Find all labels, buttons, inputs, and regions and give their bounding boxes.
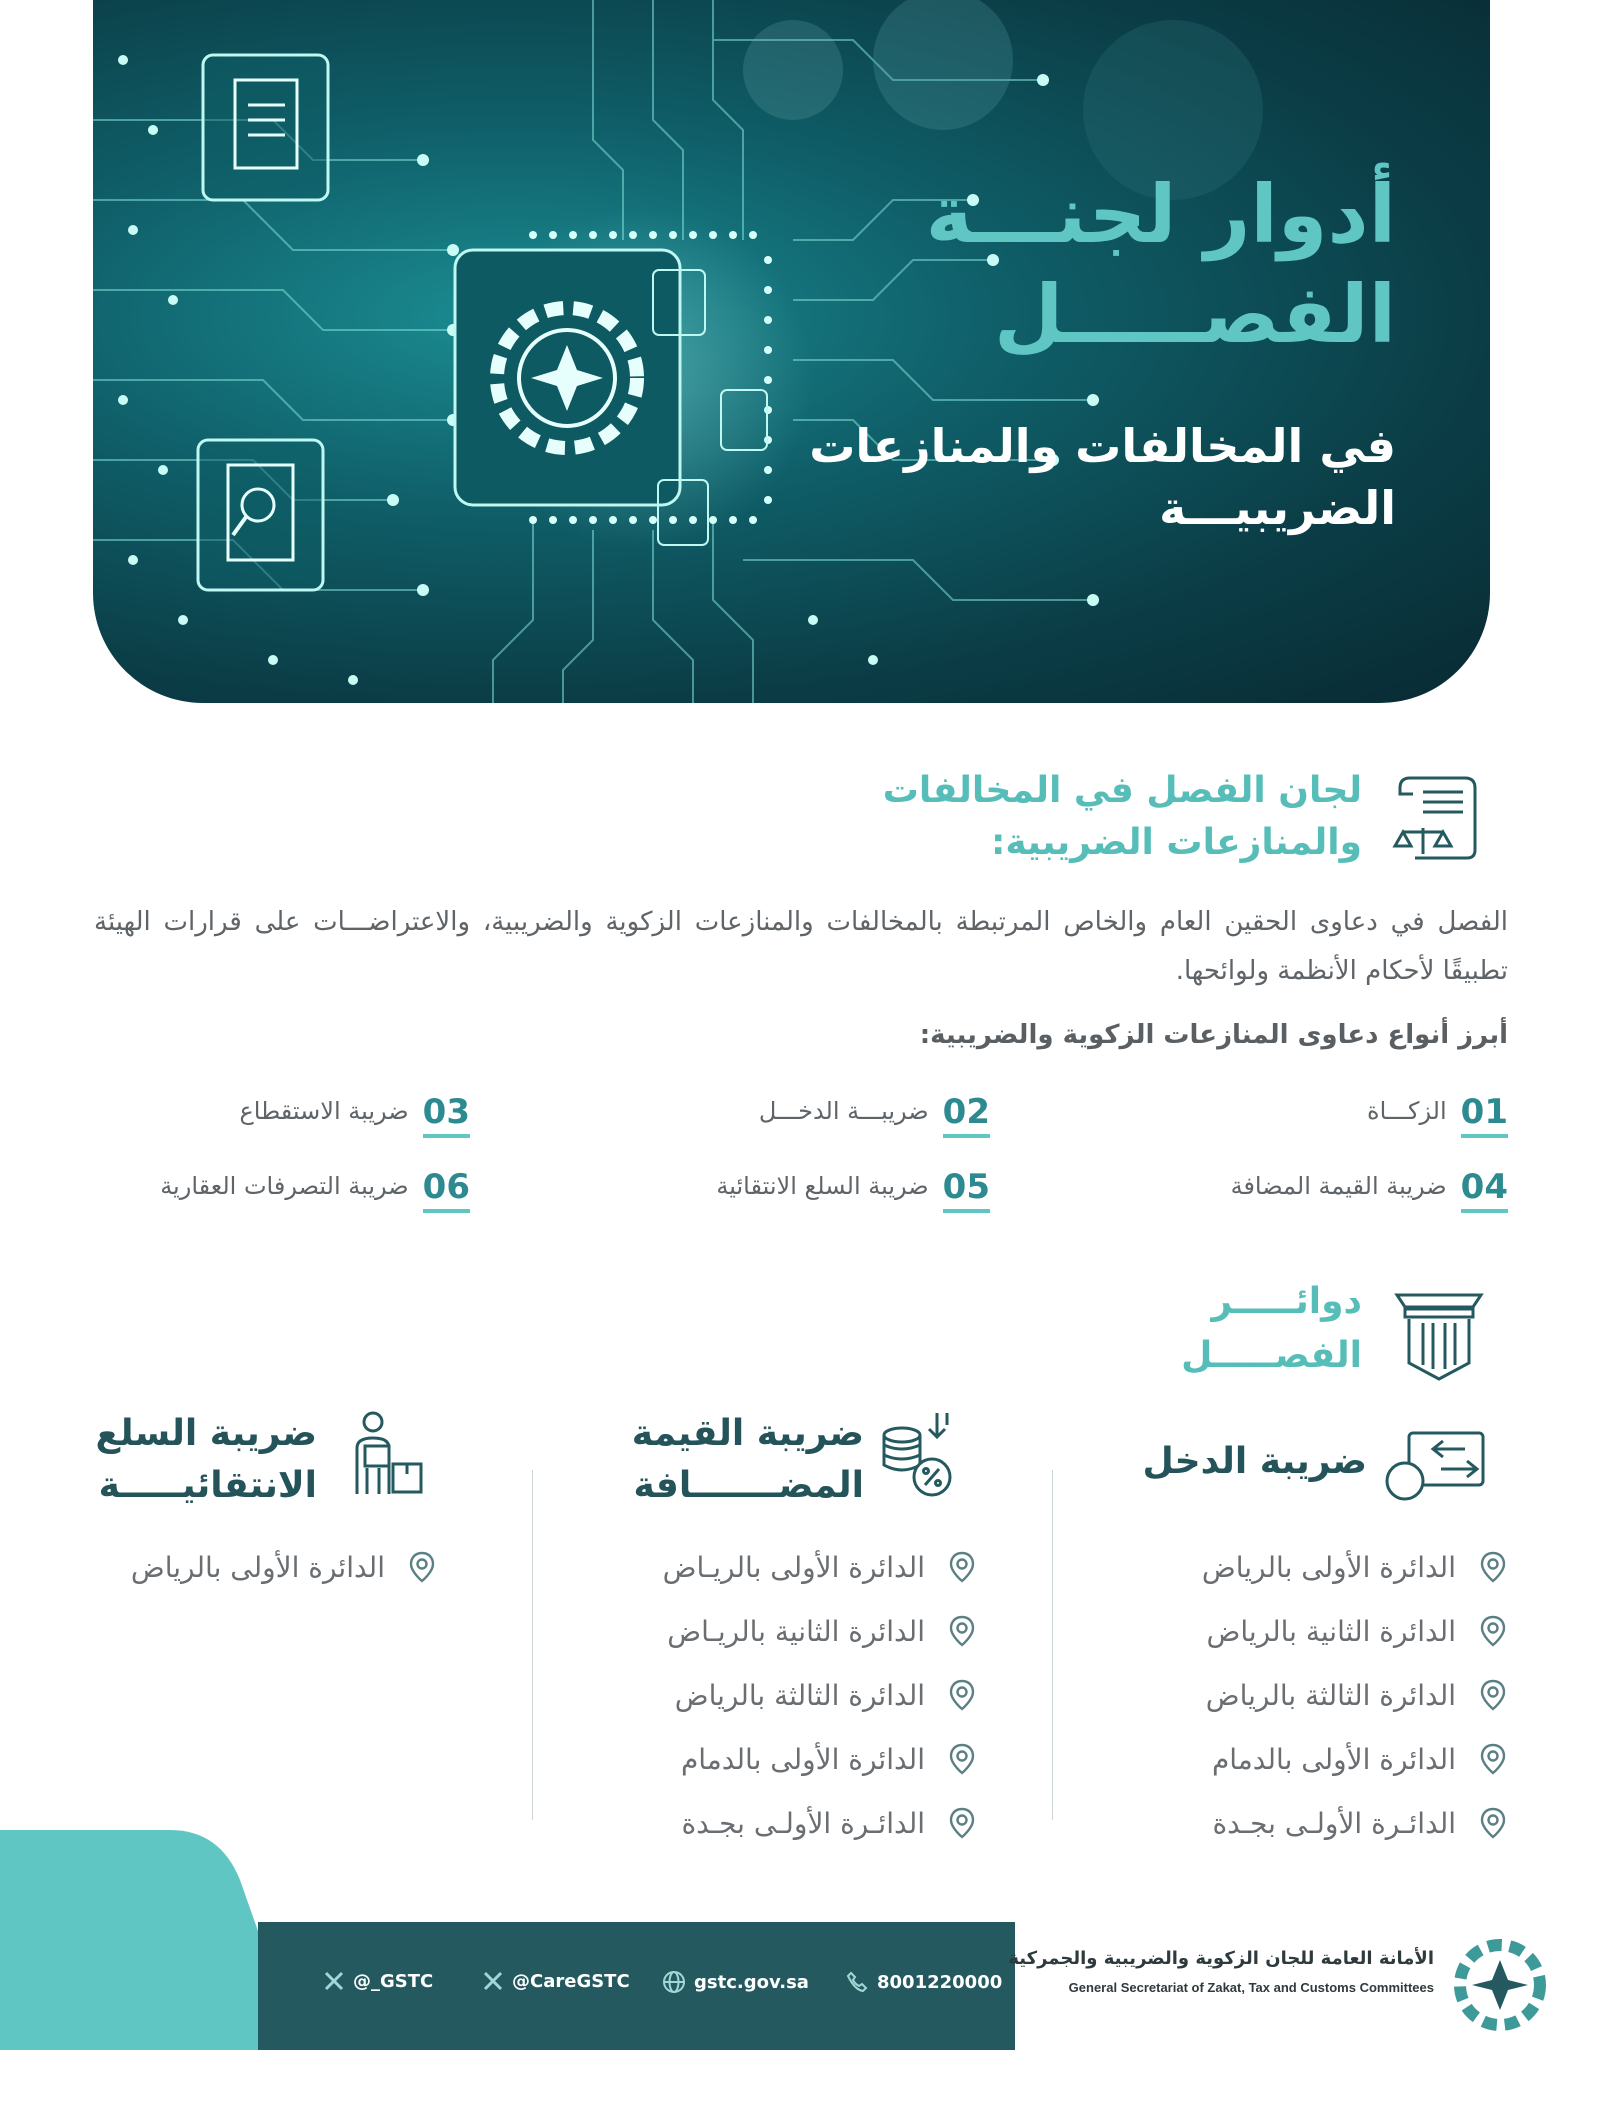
section2-title-line1: دوائـــــر bbox=[1211, 1281, 1362, 1322]
hero-title-line1: أدوار لجنـــة bbox=[925, 168, 1396, 261]
circuit-name: الدائرة الأولى بالرياض bbox=[130, 1550, 385, 1584]
column-title-line: المضـــــــافة bbox=[633, 1465, 864, 1506]
types-heading: أبرز أنواع دعاوى المنازعات الزكوية والضريبية: bbox=[919, 1020, 1508, 1050]
globe-icon bbox=[662, 1970, 686, 1994]
section2-title-line2: الفصـــــل bbox=[1181, 1335, 1362, 1376]
location-pin-icon bbox=[407, 1550, 437, 1584]
location-pin-icon bbox=[947, 1550, 977, 1584]
location-pin-icon bbox=[947, 1806, 977, 1840]
type-item bbox=[1231, 1167, 1508, 1213]
circuit-name: الدائرة الأولى بالدمام bbox=[1211, 1742, 1456, 1776]
location-pin-icon bbox=[1478, 1678, 1508, 1712]
location-pin-icon bbox=[1478, 1550, 1508, 1584]
gstc-logo bbox=[1450, 1935, 1550, 2035]
circuit-name: الدائـرة الأولـى بجـدة bbox=[681, 1806, 925, 1840]
contact-text: @_GSTC bbox=[353, 1970, 434, 1992]
type-number: 01 bbox=[1461, 1092, 1508, 1138]
x-icon bbox=[482, 1970, 504, 1992]
location-pin-icon bbox=[1478, 1742, 1508, 1776]
hero-title-line2: الفصـــــل bbox=[994, 268, 1396, 361]
type-number: 06 bbox=[423, 1167, 470, 1213]
circuit-name: الدائرة الثالثة بالرياض bbox=[674, 1678, 925, 1712]
column-divider bbox=[532, 1470, 533, 1820]
type-item bbox=[1367, 1092, 1508, 1138]
x-icon bbox=[323, 1970, 345, 1992]
org-name-arabic: الأمانة العامة للجان الزكوية والضريبية والجمركية bbox=[1008, 1948, 1434, 1969]
org-name-english: General Secretariat of Zakat, Tax and Customs Committees bbox=[1068, 1980, 1434, 1995]
type-item bbox=[759, 1092, 990, 1138]
income-tax-circuits-list bbox=[1202, 1535, 1508, 1855]
column-title-line: ضريبة الدخل bbox=[1142, 1441, 1367, 1482]
list-item bbox=[1202, 1791, 1508, 1855]
list-item bbox=[1202, 1535, 1508, 1599]
column-title-excise bbox=[95, 1408, 317, 1512]
list-item bbox=[1202, 1663, 1508, 1727]
circuit-name: الدائرة الثالثة بالرياض bbox=[1205, 1678, 1456, 1712]
type-number: 05 bbox=[943, 1167, 990, 1213]
type-label: ضريبـــة الدخـــل bbox=[758, 1097, 929, 1125]
phone-icon bbox=[845, 1970, 869, 1994]
section1-title-line2: والمنازعات الضريبية: bbox=[991, 822, 1362, 863]
circuit-name: الدائرة الثانية بالرياض bbox=[1206, 1614, 1456, 1648]
money-transfer-icon bbox=[1385, 1425, 1495, 1505]
delivery-person-box-icon bbox=[345, 1408, 425, 1503]
type-label: ضريبة التصرفات العقارية bbox=[160, 1172, 409, 1200]
circuit-name: الدائـرة الأولـى بجـدة bbox=[1212, 1806, 1456, 1840]
list-item bbox=[131, 1535, 437, 1599]
list-item bbox=[663, 1663, 977, 1727]
contact-text: @CareGSTC bbox=[512, 1970, 630, 1992]
location-pin-icon bbox=[1478, 1614, 1508, 1648]
phone-link[interactable] bbox=[845, 1970, 1002, 1994]
column-title-vat bbox=[632, 1408, 864, 1512]
twitter-gstc-link[interactable] bbox=[323, 1970, 433, 1992]
location-pin-icon bbox=[947, 1742, 977, 1776]
hero-subtitle bbox=[809, 415, 1396, 539]
section2-title bbox=[1181, 1275, 1362, 1383]
column-title-line: ضريبة السلع bbox=[95, 1413, 317, 1454]
vat-circuits-list bbox=[663, 1535, 977, 1855]
column-title-income-tax bbox=[1143, 1436, 1368, 1488]
type-label: ضريبة الاستقطاع bbox=[239, 1097, 409, 1125]
hero-subtitle-line1: في المخالفات والمنازعات bbox=[809, 419, 1396, 473]
type-label: ضريبة السلع الانتقائية bbox=[716, 1172, 929, 1200]
hero-title bbox=[926, 165, 1396, 365]
type-number: 03 bbox=[423, 1092, 470, 1138]
pillar-courthouse-icon bbox=[1393, 1285, 1485, 1385]
circuit-name: الدائرة الأولى بالدمام bbox=[680, 1742, 925, 1776]
column-divider bbox=[1052, 1470, 1053, 1820]
list-item bbox=[663, 1535, 977, 1599]
section1-title bbox=[842, 765, 1362, 869]
list-item bbox=[663, 1727, 977, 1791]
section1-title-line1: لجان الفصل في المخالفات bbox=[882, 770, 1362, 811]
column-title-line: الانتقائيـــــة bbox=[98, 1465, 317, 1506]
type-item bbox=[239, 1092, 470, 1138]
list-item bbox=[663, 1599, 977, 1663]
list-item bbox=[1202, 1599, 1508, 1663]
type-number: 04 bbox=[1461, 1167, 1508, 1213]
circuit-name: الدائرة الثانية بالريـاض bbox=[667, 1614, 925, 1648]
website-link[interactable] bbox=[662, 1970, 809, 1994]
location-pin-icon bbox=[947, 1678, 977, 1712]
excise-circuits-list bbox=[131, 1535, 437, 1599]
contact-text: 8001220000 bbox=[877, 1971, 1003, 1993]
coins-percent-icon bbox=[877, 1405, 962, 1500]
location-pin-icon bbox=[1478, 1806, 1508, 1840]
type-item bbox=[716, 1167, 990, 1213]
section1-description: الفصل في دعاوى الحقين العام والخاص المرتبطة بالمخالفات والمنازعات الزكوية والضريبية، والاعتراضـــات على قرارات الهيئة تطبيقًا لأحكام الأنظمة ولوائحها. bbox=[94, 907, 1508, 986]
type-number: 02 bbox=[943, 1092, 990, 1138]
circuit-name: الدائرة الأولى بالريـاض bbox=[662, 1550, 925, 1584]
location-pin-icon bbox=[947, 1614, 977, 1648]
hero-subtitle-line2: الضريبيـــة bbox=[1159, 481, 1396, 535]
contact-text: gstc.gov.sa bbox=[694, 1971, 809, 1993]
list-item bbox=[663, 1791, 977, 1855]
scroll-scales-icon bbox=[1385, 770, 1485, 865]
list-item bbox=[1202, 1727, 1508, 1791]
hero-banner bbox=[93, 0, 1490, 703]
twitter-care-link[interactable] bbox=[482, 1970, 630, 1992]
type-item bbox=[160, 1167, 470, 1213]
type-label: ضريبة القيمة المضافة bbox=[1230, 1172, 1447, 1200]
type-label: الزكـــاة bbox=[1367, 1097, 1447, 1125]
circuit-name: الدائرة الأولى بالرياض bbox=[1201, 1550, 1456, 1584]
column-title-line: ضريبة القيمة bbox=[631, 1413, 864, 1454]
